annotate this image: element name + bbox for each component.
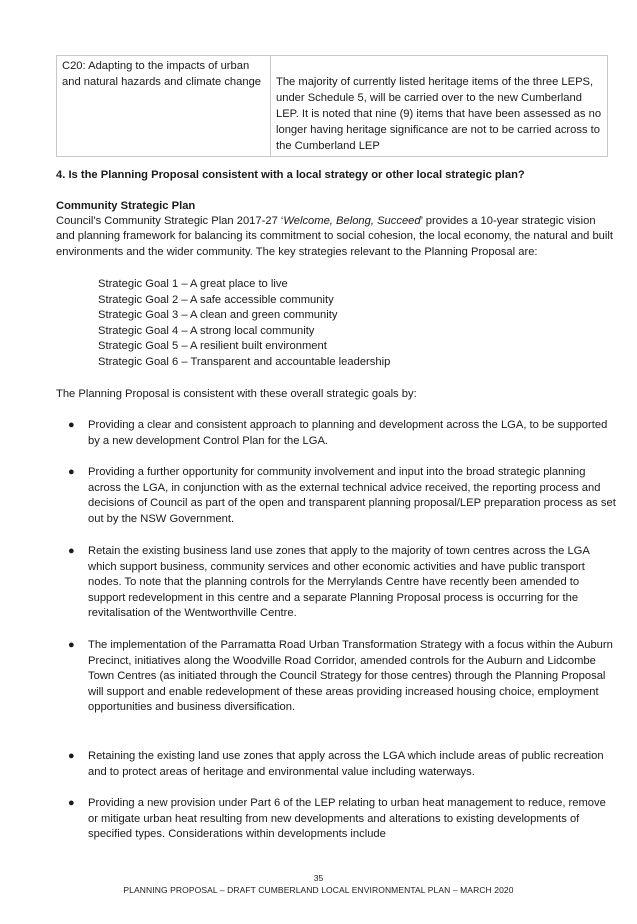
bullet-icon: ● xyxy=(68,419,75,431)
consistency-statement: The Planning Proposal is consistent with these overall strategic goals by: xyxy=(56,388,417,400)
table-cell-response: The majority of currently listed heritage items of the three LEPS, under Schedule 5, will be carried over to the new Cumberland LEP. It is noted that nine (9) items that have been assessed as no longer having heritage significance are not to be carried across to the Cumberland LEP xyxy=(271,56,608,157)
list-item-text: Providing a new provision under Part 6 of the LEP relating to urban heat management to reduce, remove or mitigate urban heat resulting from new developments and alterations to existing developments of specified types. Considerations within developments include xyxy=(88,797,606,840)
list-item xyxy=(56,418,616,449)
plan-title-italic: Welcome, Belong, Succeed xyxy=(283,215,421,227)
table-row xyxy=(57,56,608,157)
list-item xyxy=(56,465,616,527)
bullet-icon: ● xyxy=(68,639,75,651)
community-plan-intro xyxy=(56,214,616,260)
strategic-goal: Strategic Goal 5 – A resilient built environment xyxy=(98,340,327,353)
bullet-icon: ● xyxy=(68,466,75,478)
intro-text-end: ’ provides a 10-year strategic vision and planning framework for balancing its commitment to social cohesion, the local economy, the natural and built environments and the wider community. The key strategies relevant to the Planning Proposal are: xyxy=(56,215,613,258)
bullet-icon: ● xyxy=(68,797,75,809)
list-item-text: Retain the existing business land use zones that apply to the majority of town centres across the LGA which support business, community services and other economic activities and have public transport nodes. To note that the planning controls for the Merrylands Centre have recently been amended to support redevelopment in this centre and a separate Planning Proposal process is occurring for the revitalisation of the Wentworthville Centre. xyxy=(88,545,590,619)
table-cell-priority: C20: Adapting to the impacts of urban and natural hazards and climate change xyxy=(57,56,271,157)
strategic-goal: Strategic Goal 1 – A great place to live xyxy=(98,278,288,290)
strategic-goal: Strategic Goal 4 – A strong local community xyxy=(98,324,315,337)
strategic-goal: Strategic Goal 3 – A clean and green community xyxy=(98,309,338,322)
list-item xyxy=(56,796,616,843)
strategic-goal: Strategic Goal 2 – A safe accessible community xyxy=(98,293,334,306)
list-item-text: Providing a further opportunity for community involvement and input into the broad strategic planning across the LGA, in conjunction with as the external technical advice received, the reporting process and decisions of Council as part of the open and transparent planning proposal/LEP preparation process as set out by the NSW Government. xyxy=(88,466,616,525)
list-item-text: Retaining the existing land use zones that apply across the LGA which include areas of public recreation and to protect areas of heritage and environmental value including waterways. xyxy=(88,750,604,778)
section-heading: 4. Is the Planning Proposal consistent with a local strategy or other local strategic plan? xyxy=(56,169,525,181)
list-item xyxy=(56,749,616,780)
list-item-text: Providing a clear and consistent approach to planning and development across the LGA, to be supported by a new development Control Plan for the LGA. xyxy=(88,419,608,447)
strategic-goals-list xyxy=(98,277,390,371)
community-plan-heading: Community Strategic Plan xyxy=(56,200,196,212)
bullet-icon: ● xyxy=(68,545,75,557)
list-item xyxy=(56,638,616,716)
strategy-table xyxy=(56,55,608,157)
intro-text-start: Council’s Community Strategic Plan 2017-27 ‘ xyxy=(56,215,284,227)
page-number: 35 xyxy=(313,873,324,883)
list-item xyxy=(56,544,616,622)
strategic-goal: Strategic Goal 6 – Transparent and accountable leadership xyxy=(98,355,391,368)
list-item-text: The implementation of the Parramatta Road Urban Transformation Strategy with a focus within the Auburn Precinct, initiatives along the Woodville Road Corridor, amended controls for the Auburn and Lidcombe Town Centres (as initiated through the Council Strategy for those centres) through the Planning Proposal will support and enable redevelopment of these areas providing increased housing choice, employment opportunities and business diversification. xyxy=(88,639,613,713)
bullet-icon: ● xyxy=(68,750,75,762)
page-footer: PLANNING PROPOSAL – DRAFT CUMBERLAND LOCAL ENVIRONMENTAL PLAN – MARCH 2020 xyxy=(123,885,514,895)
